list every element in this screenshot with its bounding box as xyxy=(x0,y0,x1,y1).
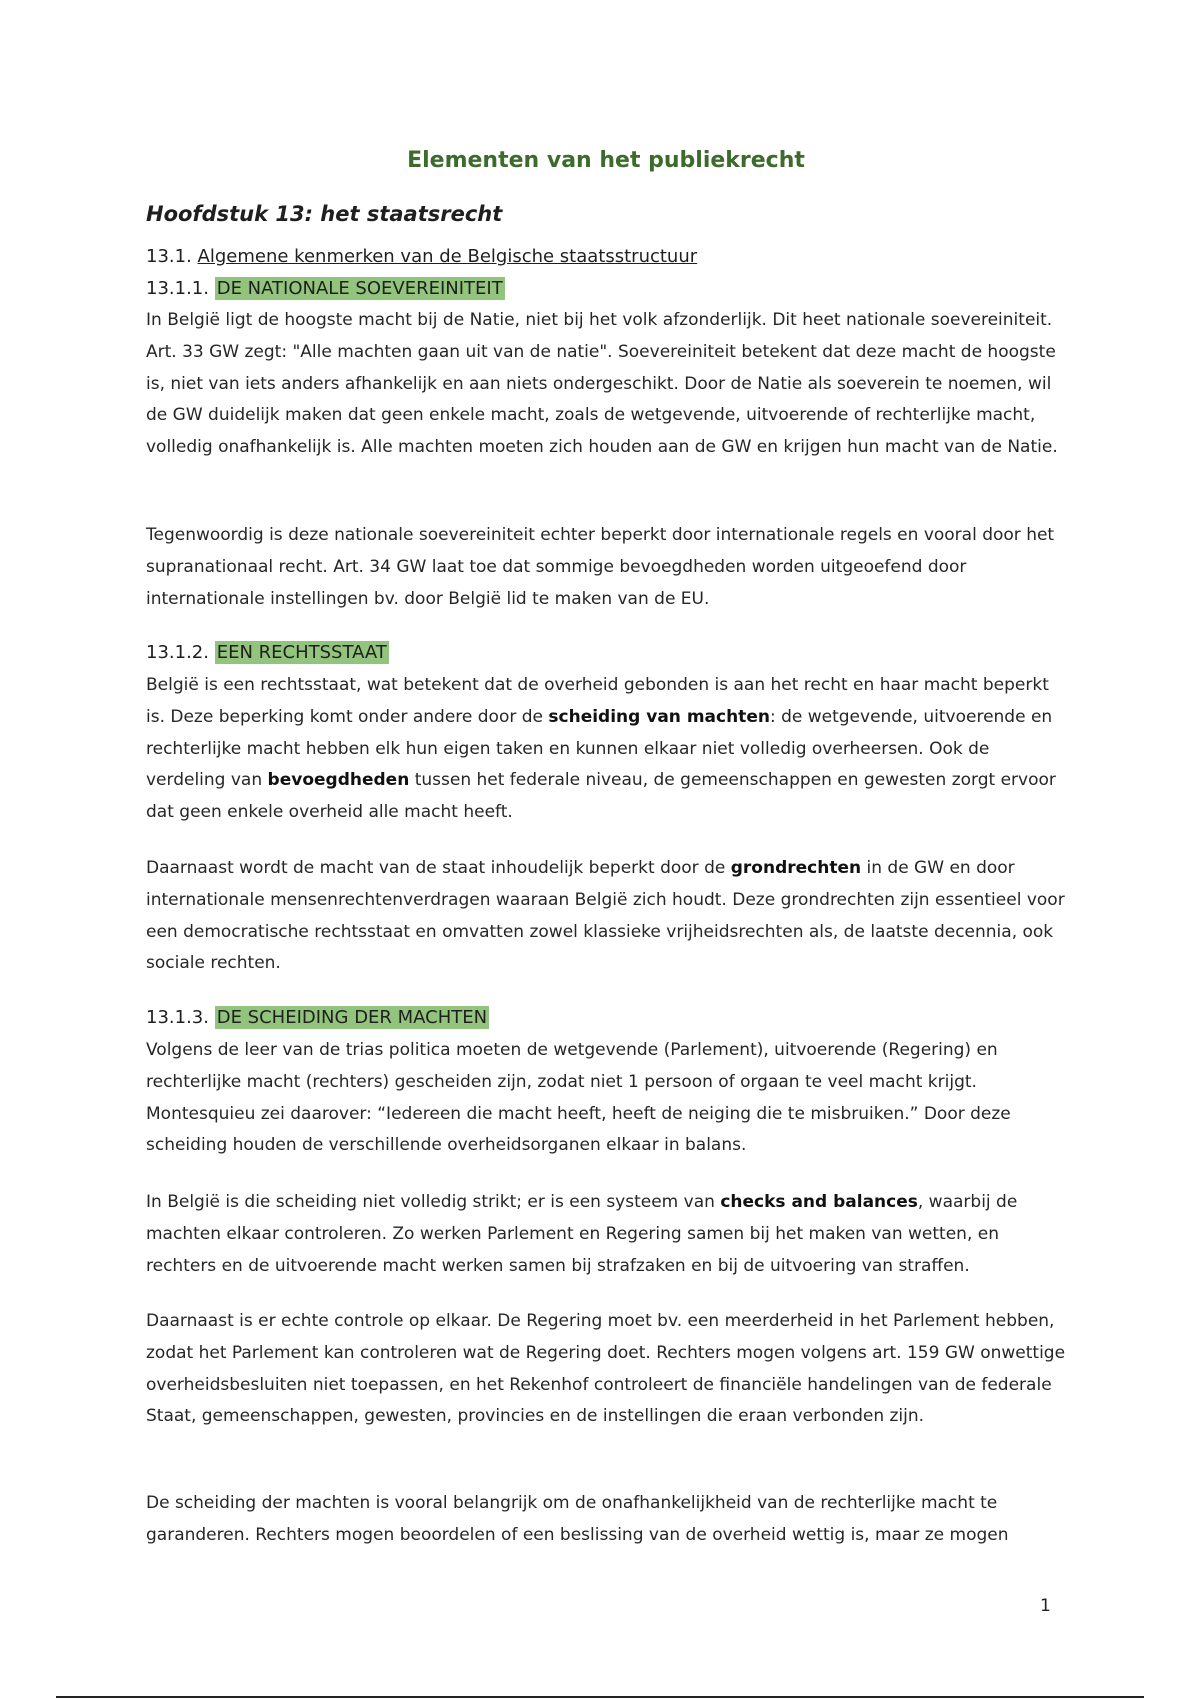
subsection-heading-13-1-1 xyxy=(146,274,505,304)
bold-term: scheiding van machten xyxy=(548,706,770,727)
bold-term: bevoegdheden xyxy=(267,770,410,791)
page-title: Elementen van het publiekrecht xyxy=(407,148,805,173)
paragraph-soevereiniteit-2: Tegenwoordig is deze nationale soevereiniteit echter beperkt door internationale regels en vooral door het supranationaal recht. Art. 34 GW laat toe dat sommige bevoegdheden worden uitgeoefend door internationale instellingen bv. door België lid te maken van de EU. xyxy=(146,525,1055,609)
page-number: 1 xyxy=(1040,1596,1051,1616)
section-title: Algemene kenmerken van de Belgische staatsstructuur xyxy=(197,246,698,267)
subsection-title-highlighted: DE NATIONALE SOEVEREINITEIT xyxy=(216,278,503,299)
text-run: Daarnaast wordt de macht van de staat inhoudelijk beperkt door de xyxy=(146,858,731,878)
subsection-number: 13.1.3. xyxy=(146,1007,209,1028)
paragraph-scheiding-3: Daarnaast is er echte controle op elkaar. De Regering moet bv. een meerderheid in het Parlement hebben, zodat het Parlement kan controleren wat de Regering doet. Rechters mogen volgens art. 159 GW onwettige overheidsbesluiten niet toepassen, en het Rekenhof controleert de financiële handelingen van de federale Staat, gemeenschappen, gewesten, provincies en de instellingen die eraan verbonden zijn. xyxy=(146,1311,1066,1427)
paragraph-scheiding-1: Volgens de leer van de trias politica moeten de wetgevende (Parlement), uitvoerende (Regering) en rechterlijke macht (rechters) gescheiden zijn, zodat niet 1 persoon of orgaan te veel macht krijgt. Montesquieu zei daarover: “Iedereen die macht heeft, heeft de neiging die te misbruiken.” Door deze scheiding houden de verschillende overheidsorganen elkaar in balans. xyxy=(146,1040,1011,1156)
subsection-heading-13-1-2 xyxy=(146,638,389,668)
paragraph-rechtsstaat-2 xyxy=(146,853,1066,980)
chapter-heading: Hoofdstuk 13: het staatsrecht xyxy=(146,202,503,226)
section-heading-13-1 xyxy=(146,242,697,272)
subsection-number: 13.1.2. xyxy=(146,642,209,663)
bold-term: checks and balances xyxy=(720,1192,918,1212)
bold-term: grondrechten xyxy=(730,858,862,878)
paragraph-scheiding-2 xyxy=(146,1187,1066,1282)
paragraph-scheiding-4: De scheiding der machten is vooral belangrijk om de onafhankelijkheid van de rechterlijke macht te garanderen. Rechters mogen beoordelen of een beslissing van de overheid wettig is, maar ze mogen xyxy=(146,1493,1009,1545)
section-number: 13.1. xyxy=(146,246,192,267)
footer-divider xyxy=(56,1696,1144,1698)
paragraph-soevereiniteit-1: In België ligt de hoogste macht bij de Natie, niet bij het volk afzonderlijk. Dit heet nationale soevereiniteit. Art. 33 GW zegt: "Alle machten gaan uit van de natie". Soevereiniteit betekent dat deze macht de hoogste is, niet van iets anders afhankelijk en aan niets ondergeschikt. Door de Natie als soeverein te noemen, wil de GW duidelijk maken dat geen enkele macht, zoals de wetgevende, uitvoerende of rechterlijke macht, volledig onafhankelijk is. Alle machten moeten zich houden aan de GW en krijgen hun macht van de Natie. xyxy=(146,310,1058,458)
subsection-title-highlighted: EEN RECHTSSTAAT xyxy=(216,642,387,663)
paragraph-rechtsstaat-1 xyxy=(146,670,1066,829)
text-run: tussen het federale niveau, de gemeenschappen en gewesten zorgt ervoor dat geen enkele overheid alle macht heeft. xyxy=(146,770,1056,823)
subsection-title-highlighted: DE SCHEIDING DER MACHTEN xyxy=(216,1007,488,1028)
text-run: : de wetgevende, uitvoerende en rechterlijke macht hebben elk hun eigen taken en kunnen elkaar niet volledig overheersen. Ook de verdeling van xyxy=(146,706,1053,791)
text-run: , waarbij de machten elkaar controleren. Zo werken Parlement en Regering samen bij het maken van wetten, en rechters en de uitvoerende macht werken samen bij strafzaken en bij de uitvoering van straffen. xyxy=(146,1192,1018,1276)
text-run: in de GW en door internationale mensenrechtenverdragen waaraan België zich houdt. Deze grondrechten zijn essentieel voor een democratische rechtsstaat en omvatten zowel klassieke vrijheidsrechten als, de laatste decennia, ook sociale rechten. xyxy=(146,858,1065,974)
text-run: België is een rechtsstaat, wat betekent dat de overheid gebonden is aan het recht en haar macht beperkt is. Deze beperking komt onder andere door de xyxy=(146,675,1049,727)
subsection-number: 13.1.1. xyxy=(146,278,209,299)
text-run: In België is die scheiding niet volledig strikt; er is een systeem van xyxy=(146,1192,721,1212)
subsection-heading-13-1-3 xyxy=(146,1003,489,1033)
